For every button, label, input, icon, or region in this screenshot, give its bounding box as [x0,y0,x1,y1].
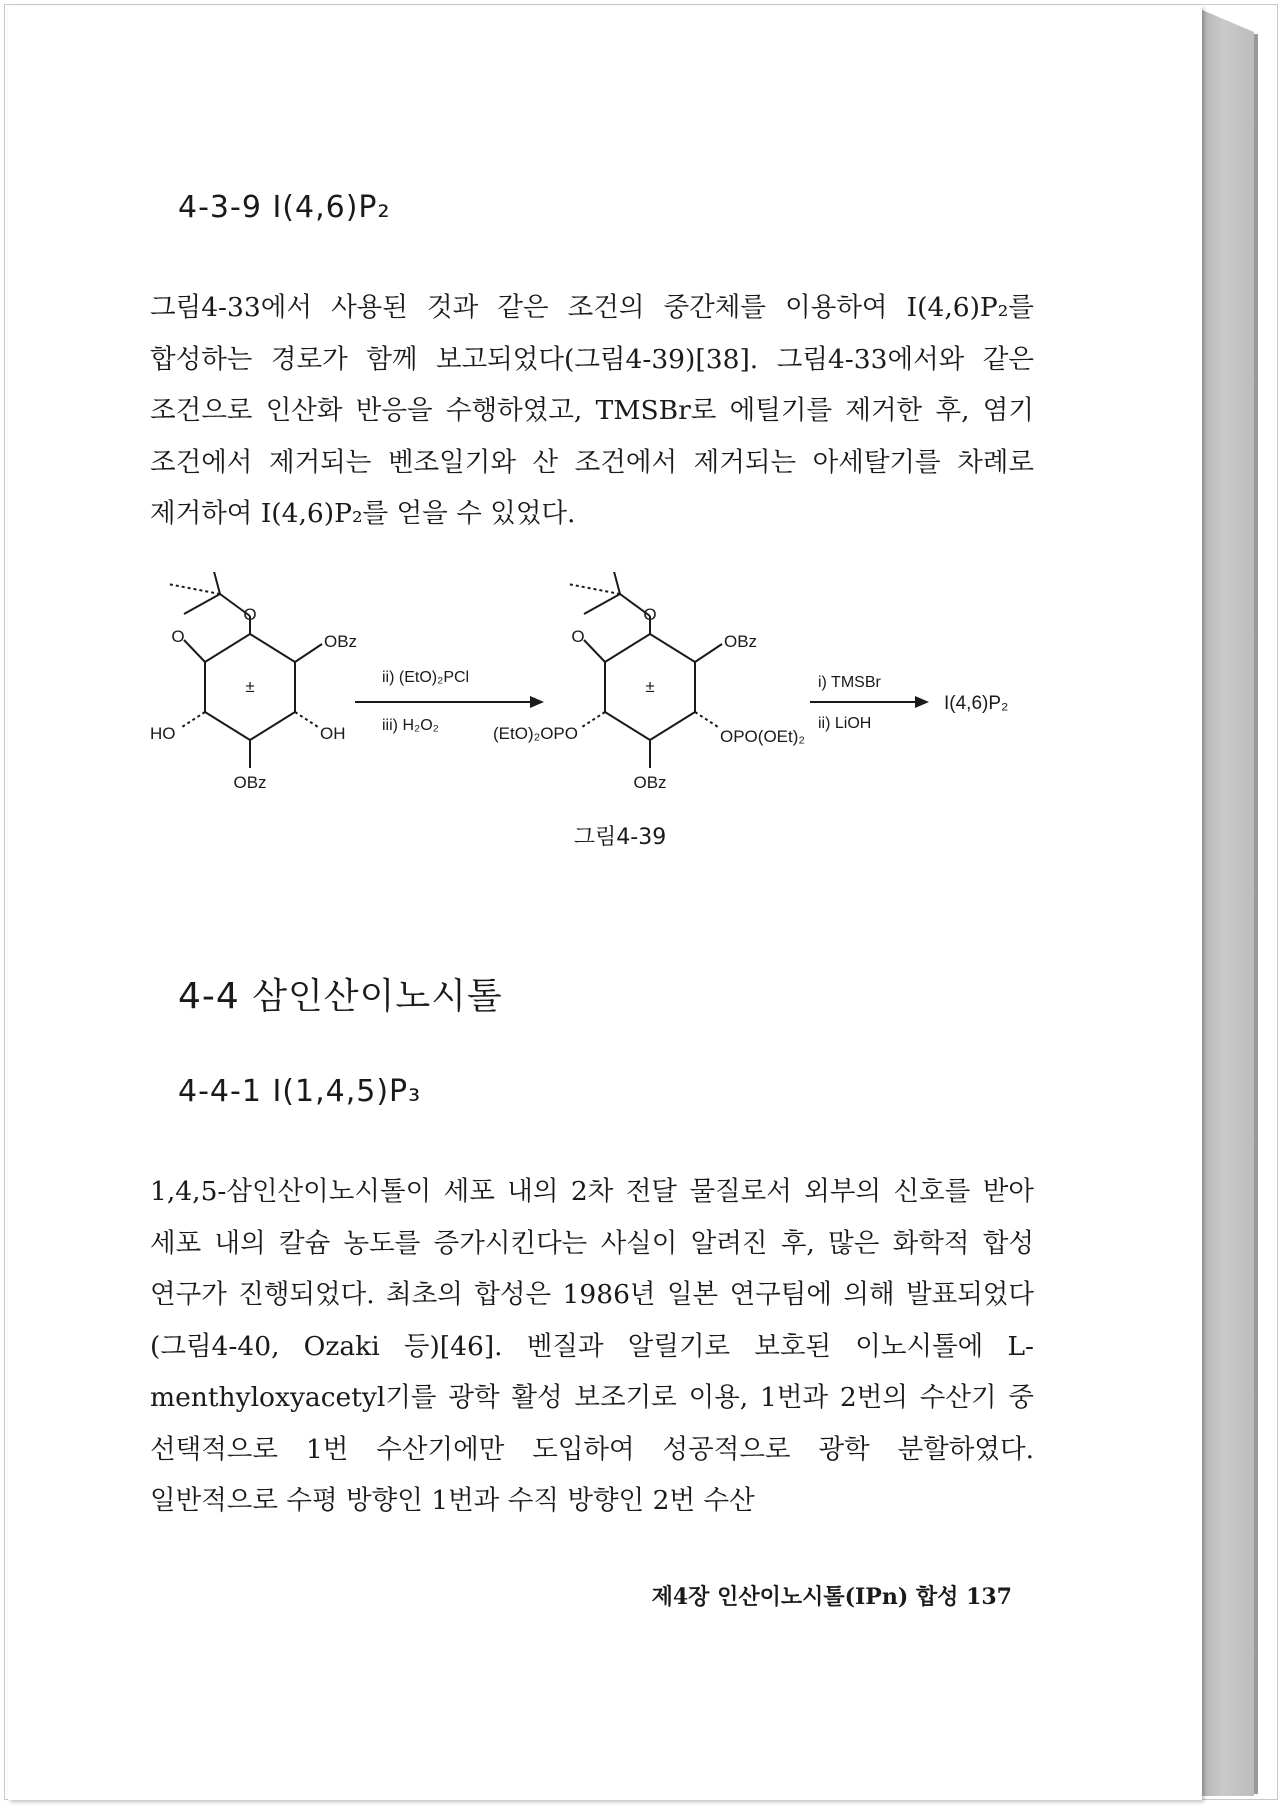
start-ho: HO [150,724,176,743]
paragraph-4-3-9: 그림4-33에서 사용된 것과 같은 조건의 중간체를 이용하여 I(4,6)P₂를 합성하는 경로가 함께 보고되었다(그림4-39)[38]. 그림4-33에서와 같은 조건으로 인산화 반응을 수행하였고, TMSBr로 에틸기를 제거한 후, 염기 조건에서 제거되는 벤조일기와 산 조건에서 제거되는 아세탈기를 차례로 제거하여 I(4,6)P₂를 얻을 수 있었다. [150,292,1034,529]
step1-reagent-a: ii) (EtO)₂PCl [382,669,470,686]
inter-obz-bottom: OBz [633,773,667,792]
page-footer: 제4장 인산이노시톨(IPn) 합성 137 [651,1584,1012,1610]
figure-caption: 그림4-39 [573,825,667,850]
book-page [8,6,1202,1800]
product-label: I(4,6)P₂ [944,693,1009,714]
start-obz-bottom: OBz [233,773,267,792]
inter-stereo: ± [645,677,655,696]
start-stereo: ± [245,677,255,696]
book-spine [1202,10,1254,1796]
inter-phosphate-right: OPO(OEt)₂ [720,727,805,746]
reaction-scheme-svg [150,572,1050,822]
step2-reagent-a: i) TMSBr [818,674,881,691]
inter-phosphate-left: (EtO)₂OPO [493,724,578,743]
start-oh: OH [320,724,346,743]
start-o-top: O [243,605,257,624]
reaction-scheme [150,572,1050,822]
step2-reagent-b: ii) LiOH [818,715,872,732]
section-heading-4-4: 4-4 삼인산이노시톨 [178,976,503,1017]
start-obz-top: OBz [324,632,358,651]
inter-o-left: O [571,627,585,646]
step1-reagent-b: iii) H₂O₂ [382,717,439,734]
book-spine-edge [1254,34,1258,1794]
inter-o-top: O [643,605,657,624]
inter-obz-top: OBz [724,632,758,651]
section-heading-4-4-1: 4-4-1 I(1,4,5)P₃ [178,1074,422,1109]
paragraph-4-4-1: 1,4,5-삼인산이노시톨이 세포 내의 2차 전달 물질로서 외부의 신호를 받아 세포 내의 칼슘 농도를 증가시킨다는 사실이 알려진 후, 많은 화학적 합성 연구가 진행되었다. 최초의 합성은 1986년 일본 연구팀에 의해 발표되었다(그림4-40, Ozaki 등)[46]. 벤질과 알릴기로 보호된 이노시톨에 L-menthyloxyacetyl기를 광학 활성 보조기로 이용, 1번과 2번의 수산기 중 선택적으로 1번 수산기에만 도입하여 성공적으로 광학 분할하였다. 일반적으로 수평 방향인 1번과 수직 방향인 2번 수산 [150,1176,1034,1516]
start-o-left: O [171,627,185,646]
section-heading-4-3-9: 4-3-9 I(4,6)P₂ [178,190,391,225]
